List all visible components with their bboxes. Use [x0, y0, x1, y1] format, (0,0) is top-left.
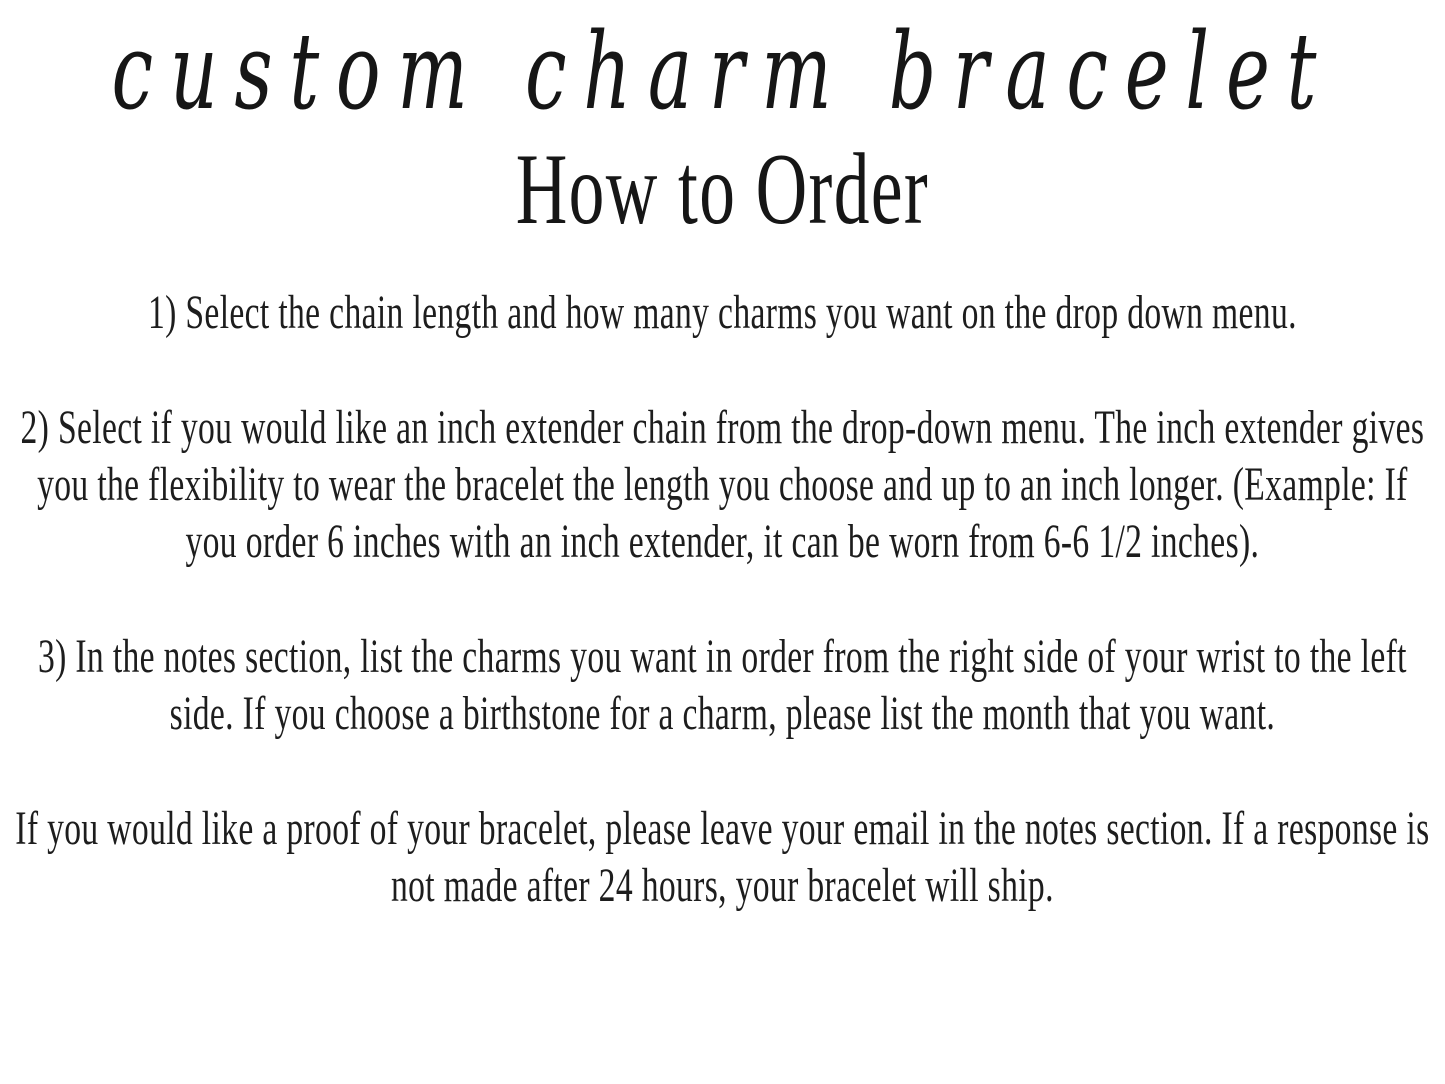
instruction-step-2: 2) Select if you would like an inch extender chain from the drop-down menu. The inch extender gives you the flexibility to wear the bracelet the length you choose and up to an inch longer. (Example: If you order 6 inches with an inch extender, it can be worn from 6-6 1/2 inches).	[20, 401, 1425, 568]
how-to-order-card	[0, 10, 1445, 914]
script-title: custom charm bracelet	[111, 10, 1334, 133]
page-title: How to Order	[515, 133, 930, 246]
instruction-step-3: 3) In the notes section, list the charms you want in order from the right side of your wrist to the left side. If you choose a birthstone for a charm, please list the month that you want.	[37, 630, 1407, 740]
proof-shipping-note: If you would like a proof of your bracelet, please leave your email in the notes section. If a response is not made after 24 hours, your bracelet will ship.	[15, 802, 1430, 912]
instruction-step-1: 1) Select the chain length and how many charms you want on the drop down menu.	[147, 286, 1297, 339]
